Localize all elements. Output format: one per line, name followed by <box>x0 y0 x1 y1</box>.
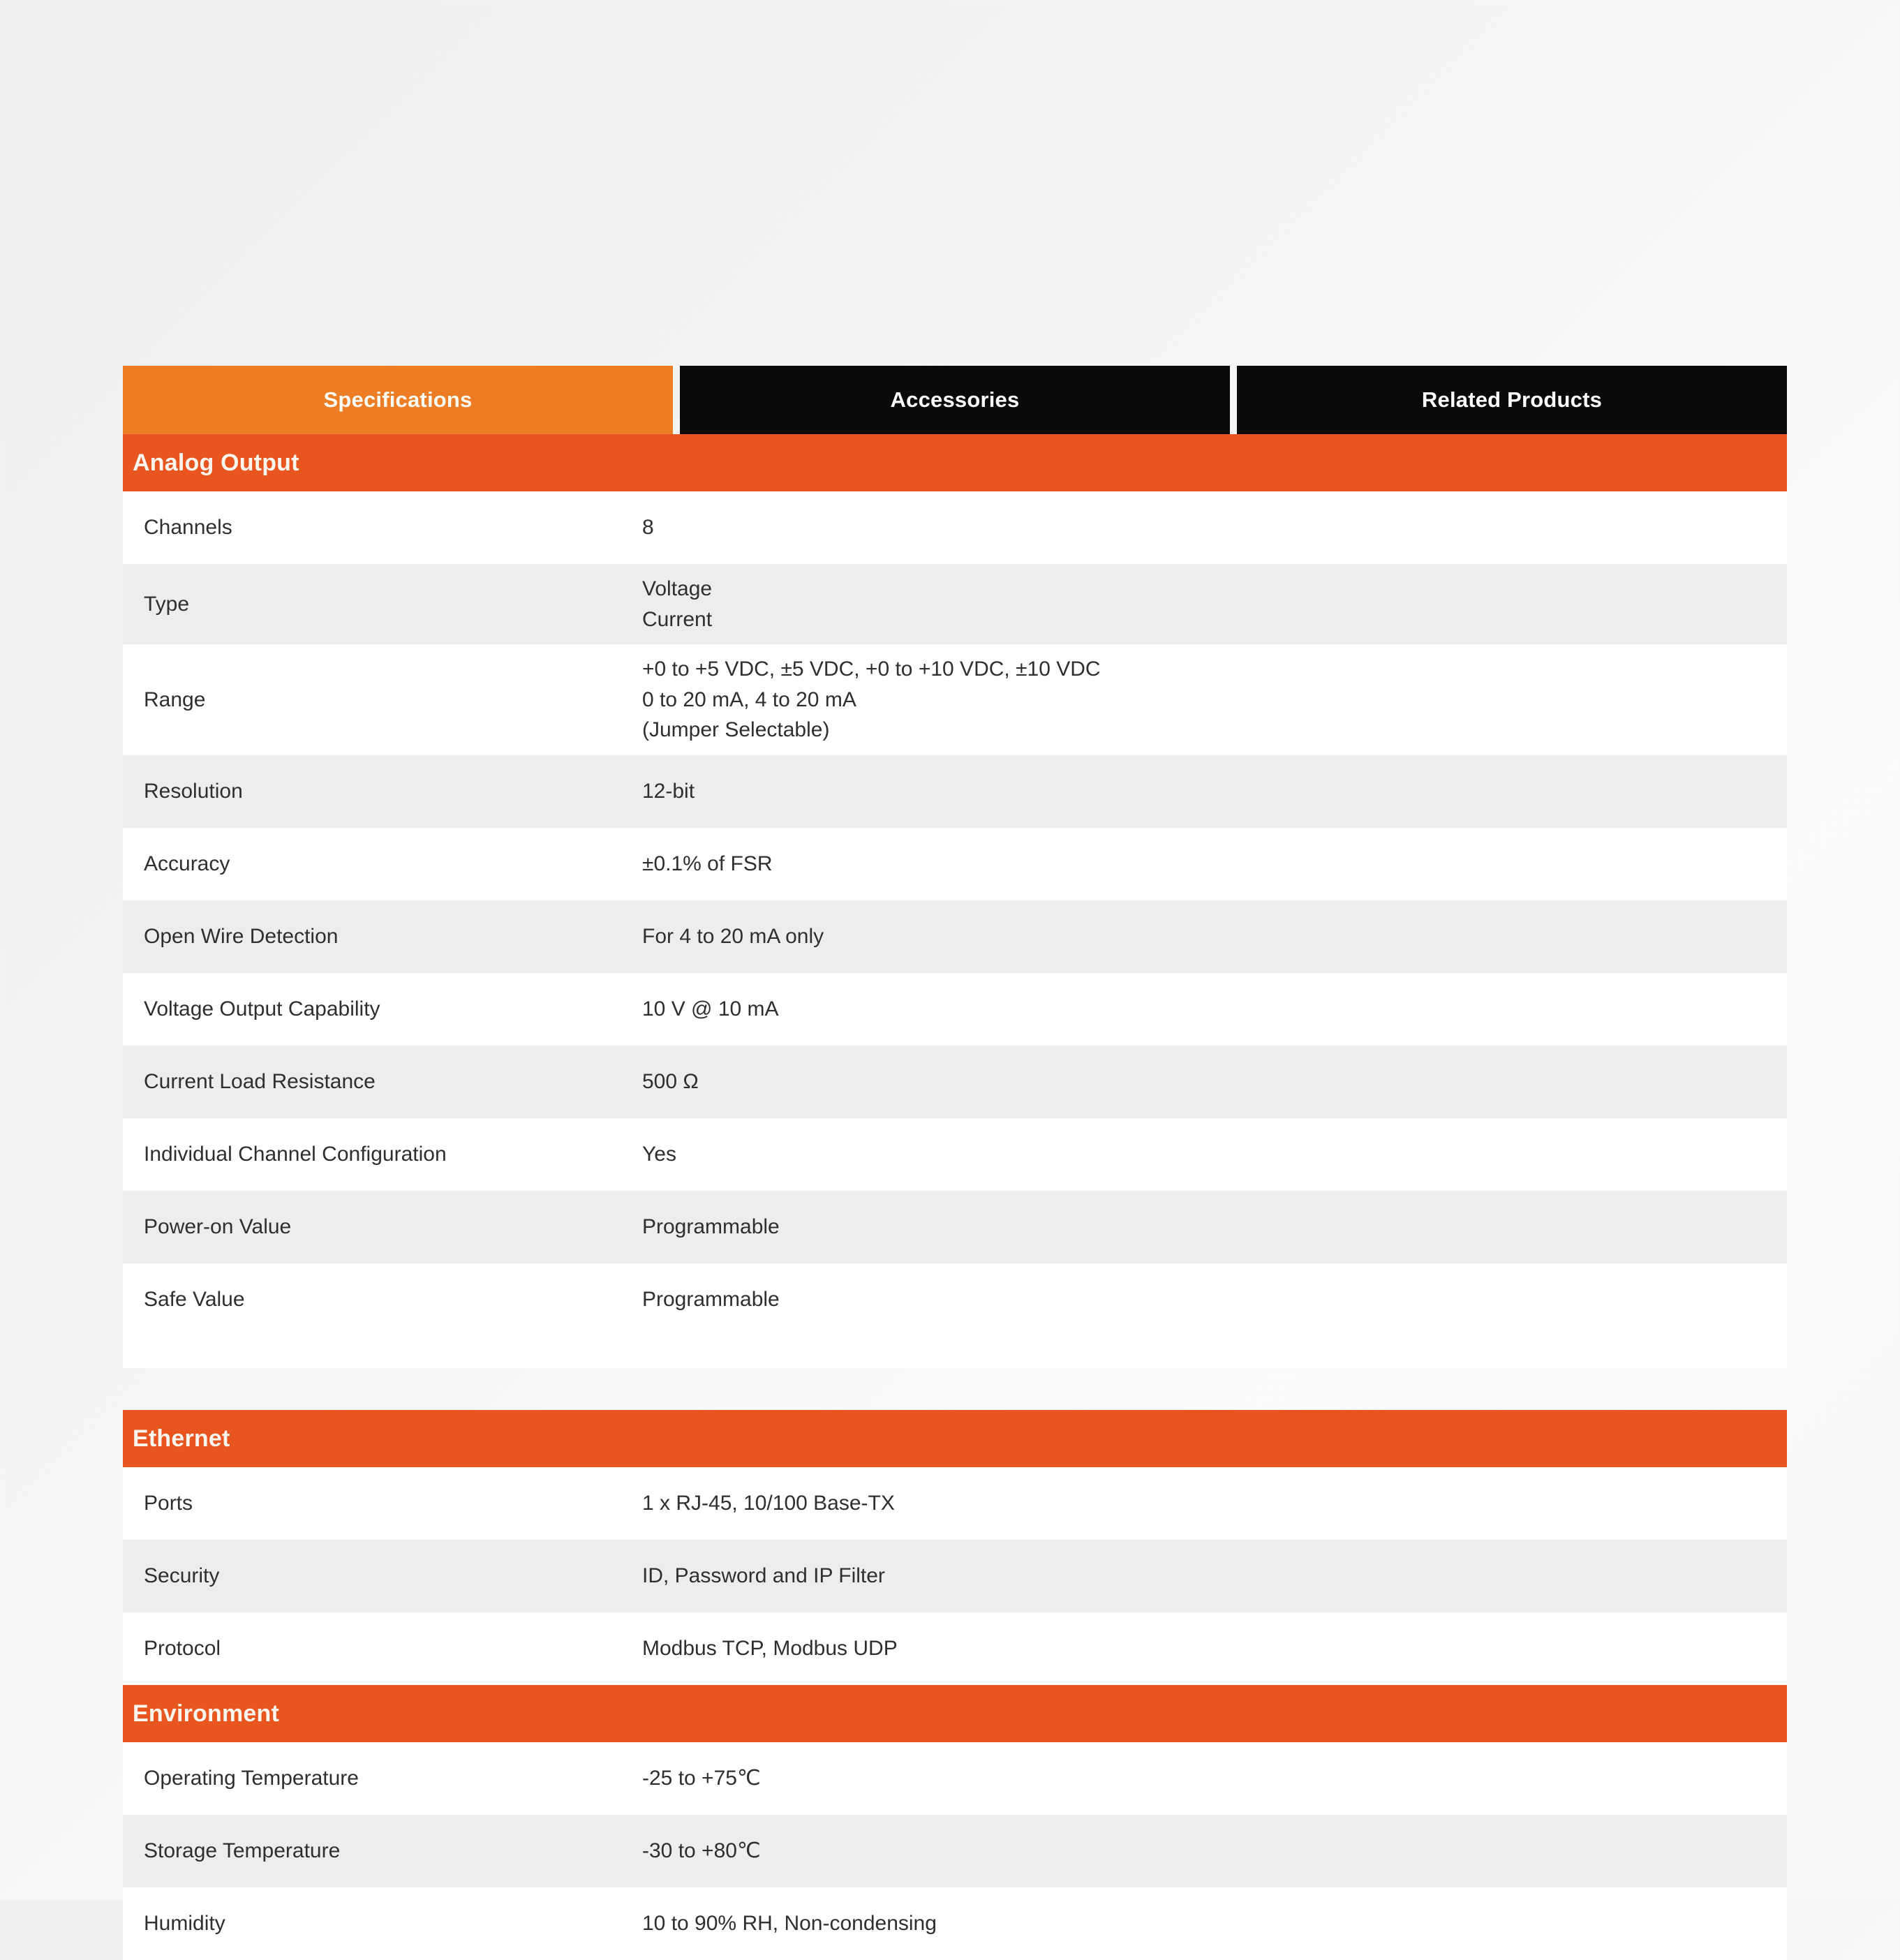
spec-value <box>642 1067 1787 1097</box>
tab-label: Specifications <box>323 387 473 412</box>
spec-value <box>642 1284 1787 1315</box>
spec-value <box>642 1633 1787 1664</box>
table-row <box>123 1467 1787 1540</box>
table-row <box>123 644 1787 755</box>
table-row <box>123 564 1787 644</box>
spec-value-line: 10 to 90% RH, Non-condensing <box>642 1911 937 1935</box>
spec-value <box>642 849 1787 879</box>
spec-value <box>642 1139 1787 1170</box>
spec-value <box>642 512 1787 543</box>
spec-value <box>642 1836 1787 1866</box>
table-row <box>123 900 1787 973</box>
table-row <box>123 1118 1787 1191</box>
table-row <box>123 973 1787 1046</box>
section-header-analog-output: Analog Output <box>123 434 1787 491</box>
spec-value-line: -25 to +75℃ <box>642 1766 761 1790</box>
table-row <box>123 1540 1787 1612</box>
spec-value-line: 8 <box>642 516 654 540</box>
spec-label: Security <box>144 1564 220 1587</box>
spec-value-line: 12-bit <box>642 779 695 803</box>
spec-value <box>642 1763 1787 1794</box>
spec-label: Channels <box>144 516 232 540</box>
spec-label: Humidity <box>144 1911 225 1935</box>
spec-label: Operating Temperature <box>144 1766 359 1790</box>
spec-value-line: Yes <box>642 1142 676 1166</box>
spec-value-line: (Jumper Selectable) <box>642 718 830 741</box>
spec-value-line: Current <box>642 607 713 631</box>
table-row <box>123 1046 1787 1118</box>
spec-value <box>642 921 1787 952</box>
spec-label: Protocol <box>144 1636 221 1660</box>
table-row <box>123 1887 1787 1960</box>
spec-label: Storage Temperature <box>144 1839 341 1862</box>
spec-label: Voltage Output Capability <box>144 997 380 1020</box>
spec-label: Current Load Resistance <box>144 1069 376 1093</box>
tab-specifications[interactable] <box>123 366 673 434</box>
spec-value-line: 1 x RJ-45, 10/100 Base-TX <box>642 1491 895 1515</box>
table-row <box>123 1612 1787 1685</box>
tab-label: Related Products <box>1421 387 1603 412</box>
spec-label: Power-on Value <box>144 1215 292 1238</box>
spec-value <box>642 776 1787 807</box>
spec-value-line: ±0.1% of FSR <box>642 852 773 875</box>
spec-label: Individual Channel Configuration <box>144 1142 447 1166</box>
product-tabs <box>123 366 1787 434</box>
spec-label: Resolution <box>144 779 243 803</box>
table-row <box>123 491 1787 564</box>
section-trailing-space <box>123 1336 1787 1368</box>
spec-value <box>642 1561 1787 1591</box>
spec-label: Safe Value <box>144 1287 245 1311</box>
spec-value-line: Programmable <box>642 1287 780 1311</box>
spec-value-line: 500 Ω <box>642 1069 699 1093</box>
table-row <box>123 755 1787 828</box>
spec-value-line: Voltage <box>642 577 713 600</box>
spec-value <box>642 994 1787 1025</box>
spec-value-line: Modbus TCP, Modbus UDP <box>642 1636 898 1660</box>
table-row <box>123 1742 1787 1815</box>
spec-value-line: -30 to +80℃ <box>642 1839 761 1862</box>
spec-value <box>642 574 1787 634</box>
spec-label: Ports <box>144 1491 193 1515</box>
spec-value-line: +0 to +5 VDC, ±5 VDC, +0 to +10 VDC, ±10 VDC <box>642 658 1101 681</box>
spec-value <box>642 1908 1787 1939</box>
spec-value <box>642 1488 1787 1519</box>
tab-label: Accessories <box>890 387 1020 412</box>
spec-value-line: For 4 to 20 mA only <box>642 924 824 948</box>
spec-value-line: Programmable <box>642 1215 780 1238</box>
spec-value <box>642 1212 1787 1242</box>
spec-label: Accuracy <box>144 852 230 875</box>
table-row <box>123 1815 1787 1887</box>
spec-label: Range <box>144 688 206 711</box>
spec-value-line: 10 V @ 10 mA <box>642 997 779 1020</box>
tab-related-products[interactable] <box>1237 366 1787 434</box>
spec-label: Open Wire Detection <box>144 924 339 948</box>
spec-value <box>642 654 1787 745</box>
specifications-table <box>123 434 1787 1960</box>
table-row <box>123 1191 1787 1263</box>
section-header-environment: Environment <box>123 1685 1787 1742</box>
table-row <box>123 1263 1787 1336</box>
spec-value-line: ID, Password and IP Filter <box>642 1564 885 1587</box>
table-row <box>123 828 1787 900</box>
tab-accessories[interactable] <box>680 366 1230 434</box>
specifications-panel <box>123 366 1787 1960</box>
spec-value-line: 0 to 20 mA, 4 to 20 mA <box>642 688 856 711</box>
spec-label: Type <box>144 592 190 616</box>
section-header-ethernet: Ethernet <box>123 1410 1787 1467</box>
